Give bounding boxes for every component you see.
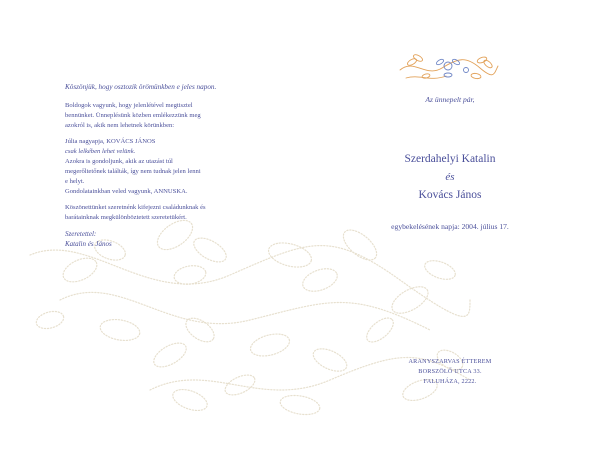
remembrance-line: Gondolatainkban veled vagyunk, ANNUSKA. <box>65 188 188 195</box>
venue-address <box>370 357 530 387</box>
gratitude-line: Köszönettünket szeretnénk kifejezni családunknak és <box>65 204 206 211</box>
guests-paragraph <box>65 101 287 131</box>
remembrance-line: megerőltetőnek találták, így nem tudnak jelen lenni <box>65 168 201 175</box>
wedding-date: egybekelésének napja: 2004. július 17. <box>391 222 509 231</box>
thank-you-heading: Köszönjük, hogy osztozik örömünkben e jeles napon. <box>65 83 217 91</box>
signature-names: Katalin és János <box>65 240 112 248</box>
venue-line: FALUHÁZA, 2222. <box>423 378 477 385</box>
guests-line: azokról is, akik nem lehetnek körünkben: <box>65 122 175 129</box>
guests-line: bennünket. Ünneplésünk közben emlékezzünk meg <box>65 112 201 119</box>
bride-name: Szerdahelyi Katalin <box>404 153 496 165</box>
remembrance-line: Júlia nagyapja, KOVÁCS JÁNOS <box>65 138 156 145</box>
remembrance-line: csak lelkében lehet velünk. <box>65 148 136 155</box>
couple-names <box>360 152 540 202</box>
remembrance-line: Azokra is gondoljunk, akik az utazást túl <box>65 158 173 165</box>
floral-ornament-icon <box>396 48 502 88</box>
and-word: és <box>445 171 455 183</box>
guests-line: Boldogok vagyunk, hogy jelenlétével megtisztel <box>65 102 193 109</box>
thank-you-section <box>65 82 287 249</box>
remembrance-paragraph <box>65 137 287 197</box>
venue-line: ARANYSZARVAS ÉTTEREM <box>408 358 492 365</box>
groom-name: Kovács János <box>418 189 482 201</box>
signature-label: Szeretettel: <box>65 230 97 238</box>
couple-intro: Az ünnepelt pár, <box>425 95 475 104</box>
remembrance-line: e helyt. <box>65 178 85 185</box>
gratitude-paragraph <box>65 203 287 223</box>
venue-line: BORSZÖLŐ UTCA 33. <box>418 368 482 375</box>
gratitude-line: barátainknak megkülönböztetett szeretetükért. <box>65 214 187 221</box>
